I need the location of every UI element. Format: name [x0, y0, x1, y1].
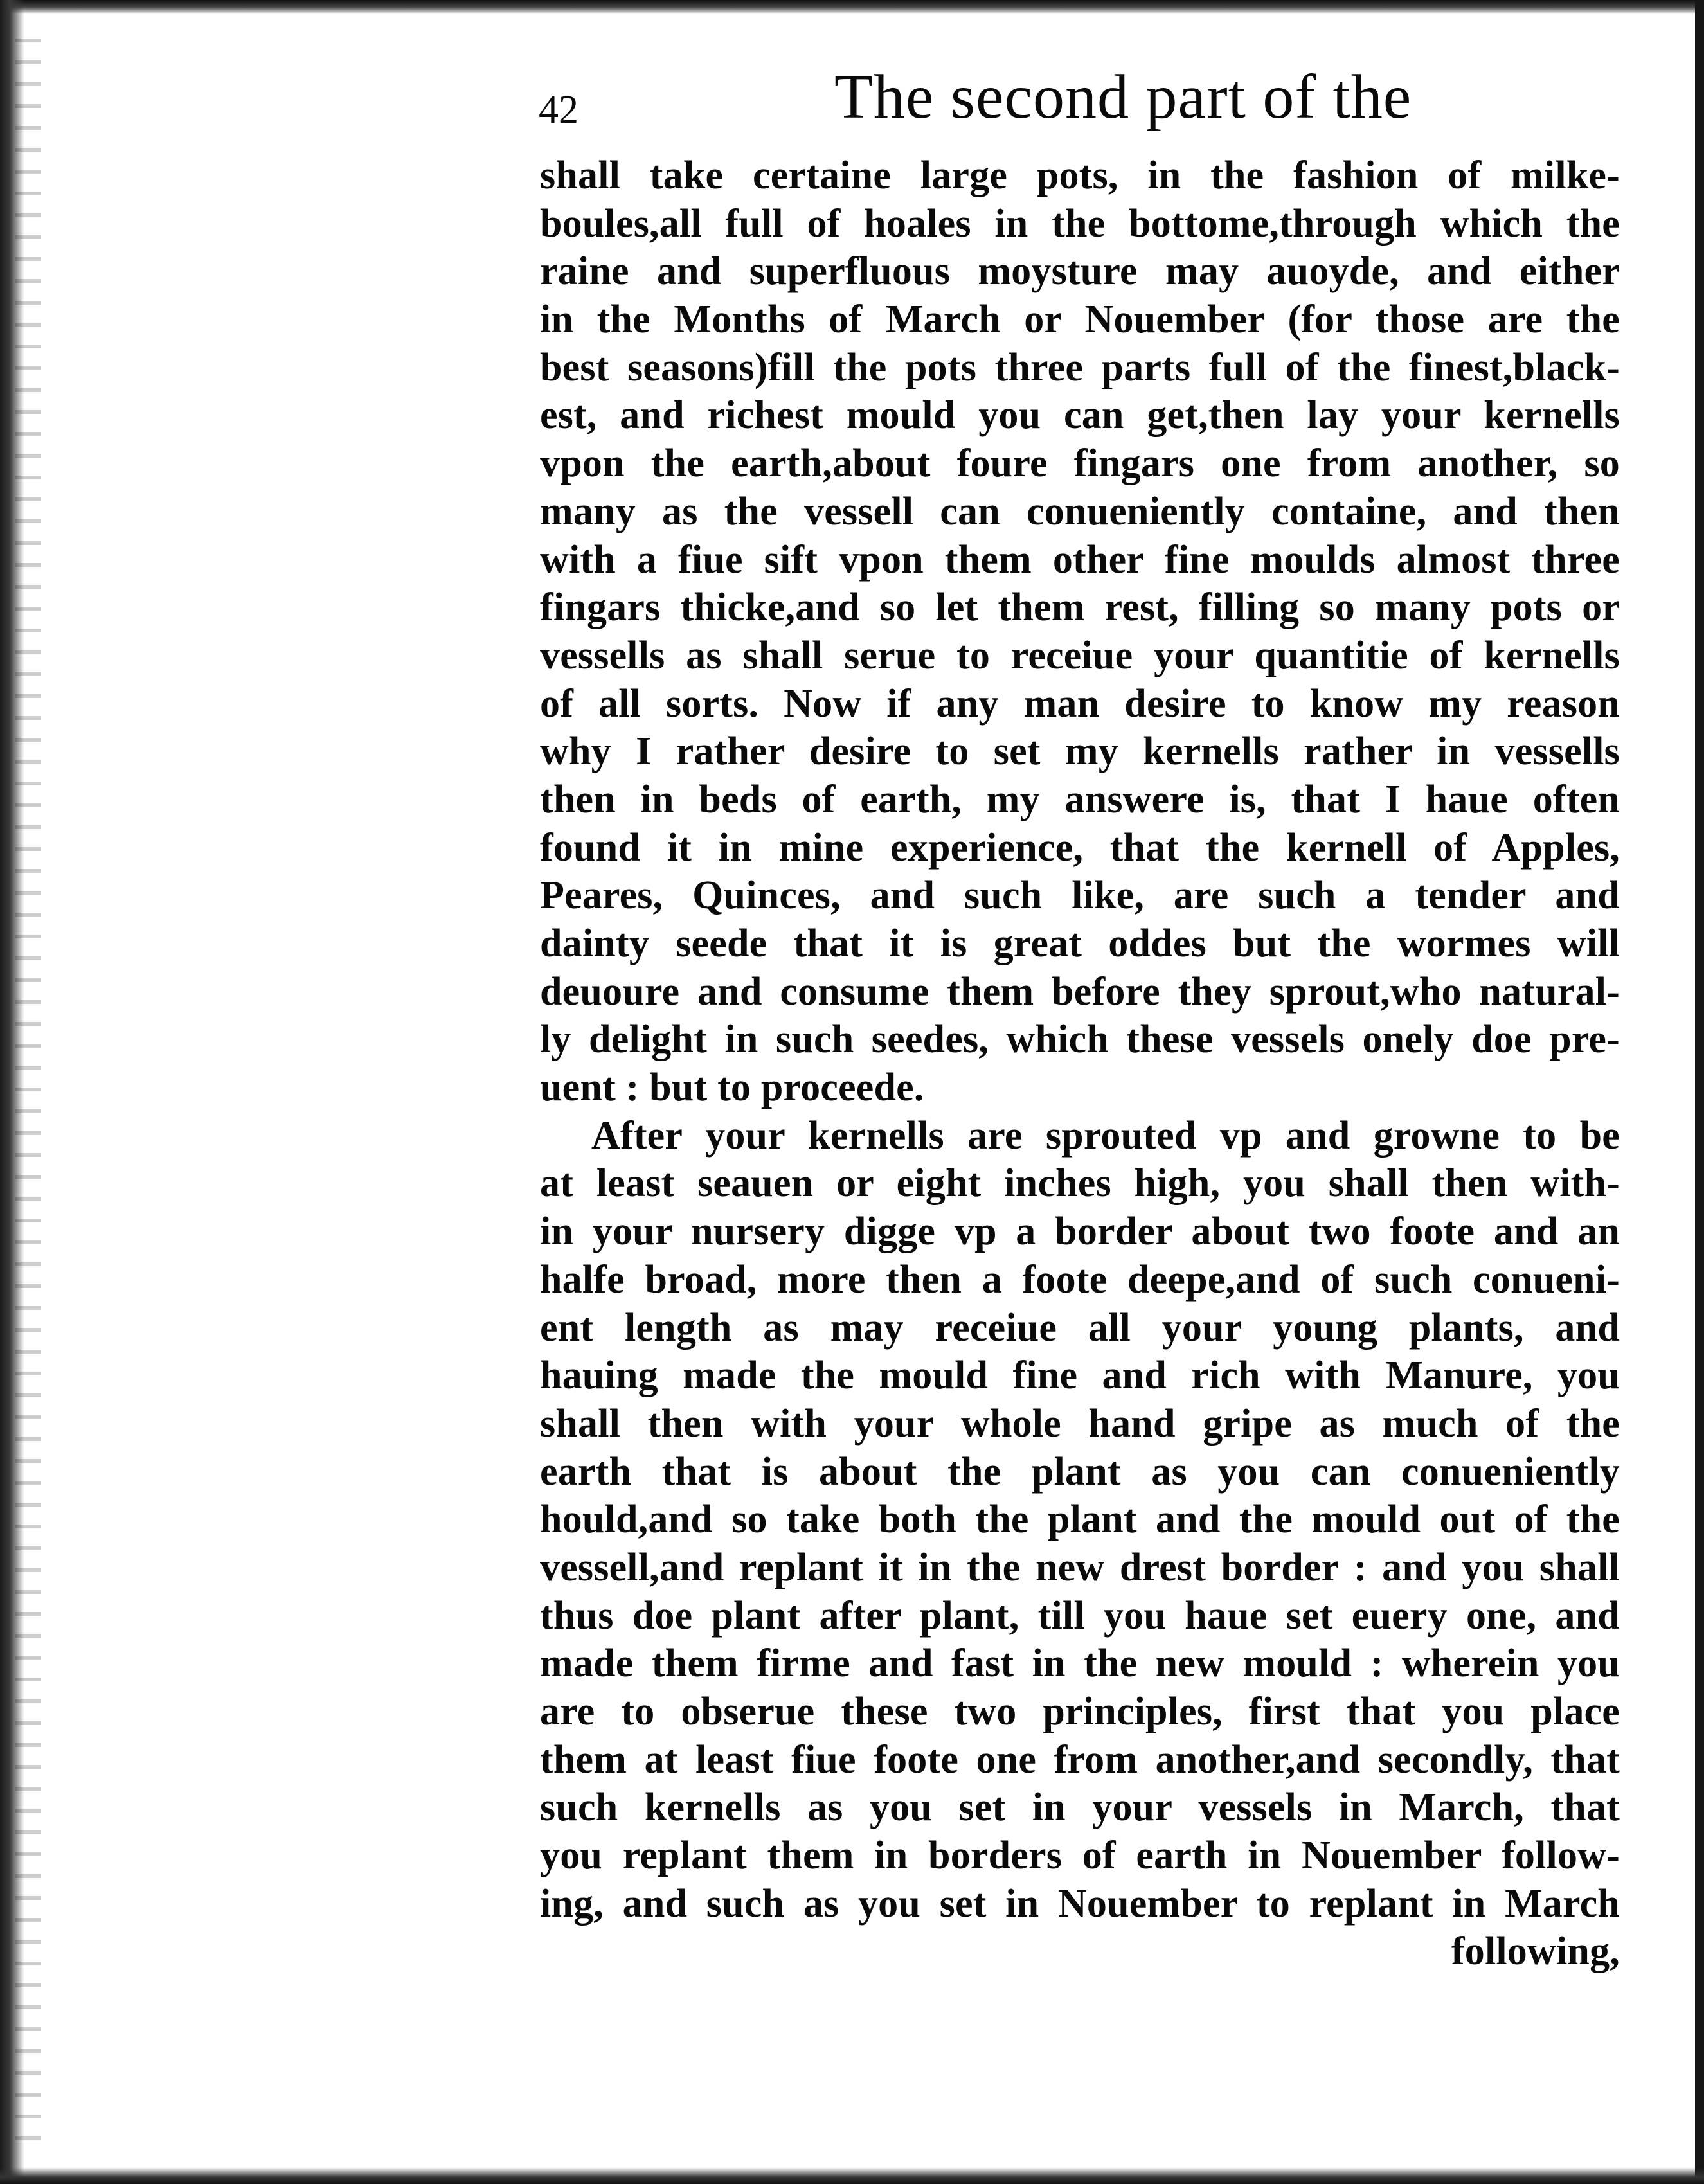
text-line: are to obserue these two principles, first that you place: [540, 1690, 1620, 1733]
text-line: ing, and such as you set in Nouember to replant in March: [540, 1881, 1620, 1926]
text-line: ent length as may receiue all your young plants, and: [540, 1305, 1620, 1350]
text-line: made them firme and fast in the new mould : wherein you: [540, 1642, 1620, 1686]
page-header: [539, 62, 1619, 145]
text-line: ly delight in such seedes, which these vessels onely doe pre-: [540, 1017, 1620, 1062]
scan-edge-right: [1695, 0, 1704, 2184]
page-number: 42: [539, 88, 578, 132]
text-line: hauing made the mould fine and rich with Manure, you: [540, 1354, 1620, 1398]
text-line: you replant them in borders of earth in Nouember follow-: [540, 1834, 1620, 1878]
text-line: found it in mine experience, that the kernell of Apples,: [540, 825, 1620, 870]
text-line: best seasons)fill the pots three parts full of the finest,black-: [540, 345, 1620, 389]
text-line: vpon the earth,about foure fingars one from another, so: [540, 442, 1620, 486]
text-line: fingars thicke,and so let them rest, filling so many pots or: [540, 586, 1620, 630]
text-line: such kernells as you set in your vessels in March, that: [540, 1786, 1620, 1830]
scan-edge-bottom: [0, 2167, 1704, 2184]
text-line: halfe broad, more then a foote deepe,and of such conueni-: [540, 1257, 1620, 1302]
text-line: est, and richest mould you can get,then lay your kernells: [540, 393, 1620, 438]
text-line: at least seauen or eight inches high, you shall then with-: [540, 1161, 1620, 1206]
text-line: vessell,and replant it in the new drest border : and you shall: [540, 1545, 1620, 1589]
text-line: earth that is about the plant as you can conueniently: [540, 1449, 1620, 1494]
text-line: many as the vessell can conueniently containe, and then: [540, 489, 1620, 533]
scan-edge-marks: [15, 39, 41, 2147]
text-line: in the Months of March or Nouember (for those are the: [540, 298, 1620, 342]
text-line: vessells as shall serue to receiue your quantitie of kernells: [540, 633, 1620, 677]
catchword-line: following,: [1451, 1929, 1620, 1974]
text-line: of all sorts. Now if any man desire to know my reason: [540, 681, 1620, 726]
text-line: Peares, Quinces, and such like, are such a tender and: [540, 873, 1620, 918]
text-line: thus doe plant after plant, till you haue set euery one, and: [540, 1593, 1620, 1638]
text-line: boules,all full of hoales in the bottome,through which the: [540, 201, 1620, 246]
text-line: in your nursery digge vp a border about two foote and an: [540, 1210, 1620, 1254]
text-line: shall then with your whole hand gripe as much of the: [540, 1401, 1620, 1446]
text-line: with a fiue sift vpon them other fine moulds almost three: [540, 537, 1620, 582]
text-line: raine and superfluous moysture may auoyde, and either: [540, 249, 1620, 294]
text-line: uent : but to proceede.: [540, 1066, 924, 1110]
body-text: [540, 152, 1620, 1976]
running-head: The second part of the: [834, 62, 1412, 132]
text-line: deuoure and consume them before they sprout,who natural-: [540, 969, 1620, 1014]
text-line: why I rather desire to set my kernells rather in vessells: [540, 729, 1620, 774]
paragraph-start-line: After your kernells are sprouted vp and growne to be: [591, 1113, 1620, 1158]
text-line: dainty seede that it is great oddes but the wormes will: [540, 922, 1620, 965]
text-line: then in beds of earth, my answere is, that I haue often: [540, 777, 1620, 821]
text-line: shall take certaine large pots, in the fashion of milke-: [540, 154, 1620, 197]
text-line: hould,and so take both the plant and the mould out of the: [540, 1498, 1620, 1542]
scan-edge-top: [0, 0, 1704, 14]
text-line: them at least fiue foote one from another,and secondly, that: [540, 1737, 1620, 1782]
